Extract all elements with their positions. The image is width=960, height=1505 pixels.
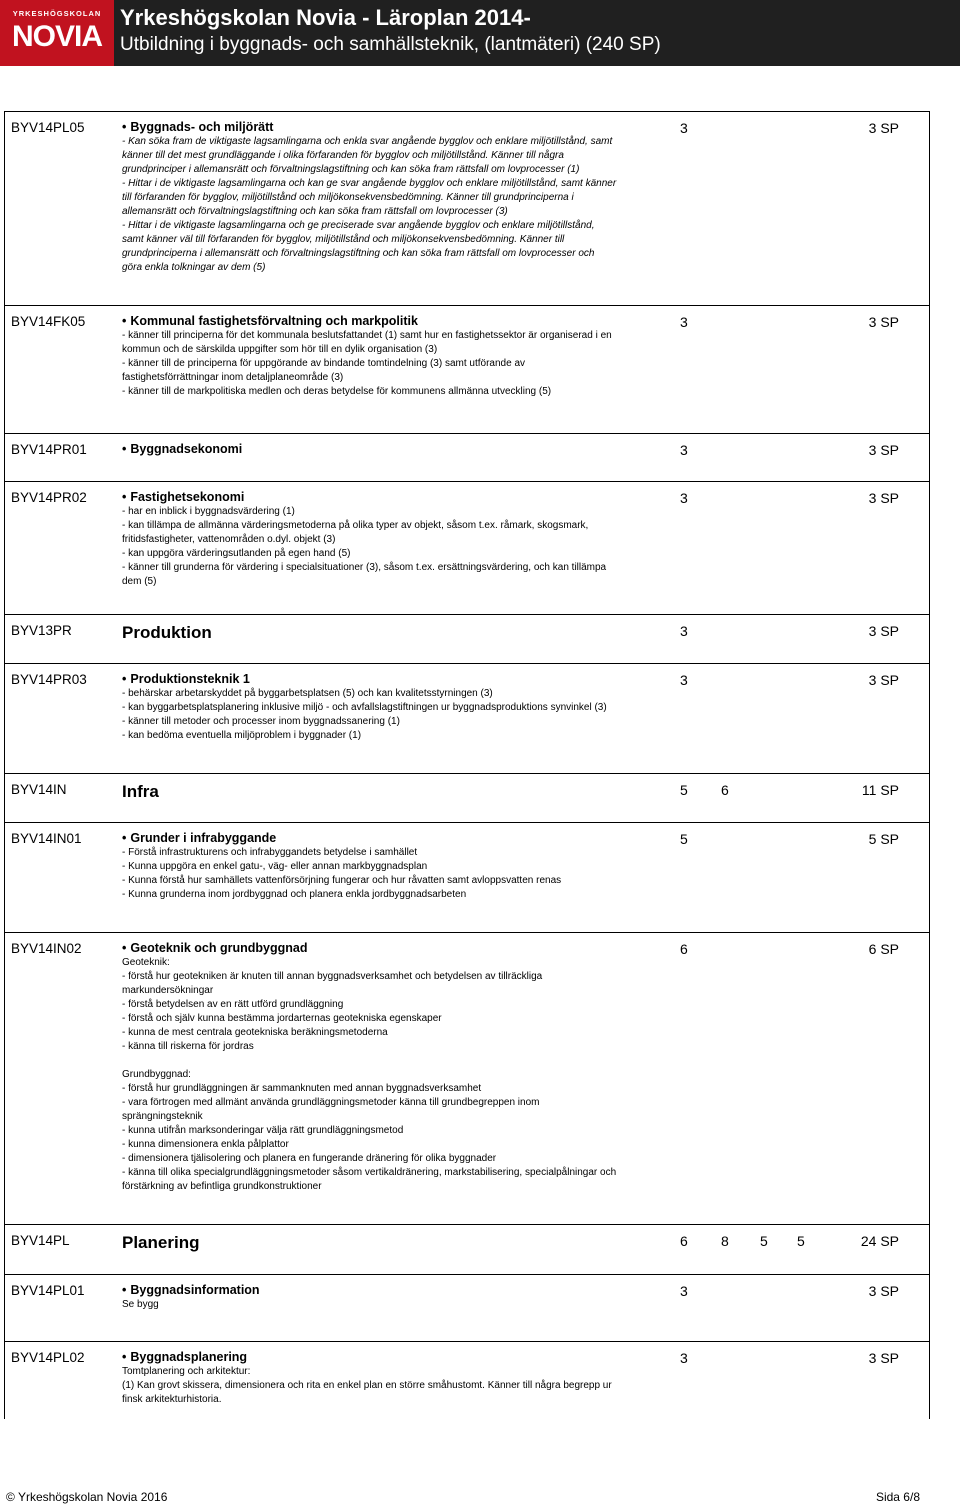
period-credit: 5 xyxy=(680,782,688,798)
table-row xyxy=(5,1225,929,1275)
course-title: Byggnadsplanering xyxy=(130,1350,248,1364)
novia-logo xyxy=(0,0,114,66)
course-content xyxy=(122,442,678,456)
course-description: - känner till principerna för det kommunala beslutsfattandet (1) samt hur en fastighetssektor är organiserad i en kommun och de särskilda uppgifter som hör till en dylik organisation (3) - känner till de principerna för uppgörande av bindande tomtindelning (3) samt utförande av fastighetsförrättningar inom detaljplaneområde (3) - känner till de markpolitiska medlen och deras betydelse för kommunens allmänna utveckling (5) xyxy=(122,330,612,397)
course-title-line xyxy=(122,941,678,955)
table-row xyxy=(5,615,929,664)
bullet-icon: • xyxy=(122,1350,127,1364)
course-content xyxy=(122,1283,678,1312)
course-title: Infra xyxy=(122,782,159,801)
course-content xyxy=(122,1350,678,1407)
course-title-line xyxy=(122,831,678,845)
bullet-icon: • xyxy=(122,831,127,845)
table-row xyxy=(5,434,929,482)
course-code: BYV14PR03 xyxy=(11,672,87,687)
course-title: Byggnads- och miljörätt xyxy=(130,120,274,134)
logo-small-text: YRKESHÖGSKOLAN xyxy=(12,9,102,18)
course-content xyxy=(122,623,678,643)
period-credit: 3 xyxy=(680,672,688,688)
course-title: Produktion xyxy=(122,623,212,642)
footer-copyright: © Yrkeshögskolan Novia 2016 xyxy=(6,1490,168,1504)
bullet-icon: • xyxy=(122,672,127,686)
bullet-icon: • xyxy=(122,120,127,134)
total-credits: 3 SP xyxy=(868,490,899,506)
course-content xyxy=(122,490,678,589)
course-code: BYV14PL05 xyxy=(11,120,85,135)
total-credits: 3 SP xyxy=(868,1350,899,1366)
page-subtitle: Utbildning i byggnads- och samhällsteknik, (lantmäteri) (240 SP) xyxy=(120,34,661,55)
course-content xyxy=(122,782,678,802)
period-credit: 6 xyxy=(680,1233,688,1249)
period-credit: 3 xyxy=(680,623,688,639)
table-row xyxy=(5,933,929,1225)
course-description: Tomtplanering och arkitektur: (1) Kan grovt skissera, dimensionera och rita en enkel plan en större småhustomt. Känner till några begrepp ur finsk arkitekturhistoria. xyxy=(122,1366,612,1405)
course-title: Kommunal fastighetsförvaltning och markpolitik xyxy=(130,314,418,328)
course-content xyxy=(122,314,678,399)
total-credits: 3 SP xyxy=(868,672,899,688)
course-description: - behärskar arbetarskyddet på byggarbetsplatsen (5) och kan kvalitetsstyrningen (3) - kan byggarbetsplatsplanering inklusive miljö - och avfallslagstiftningen ur byggnadsproduktions synvinkel (3) - känner till metoder och processer inom byggnadssanering (1) - kan bedöma eventuella miljöproblem i byggnader (1) xyxy=(122,688,607,741)
course-title: Planering xyxy=(122,1233,200,1252)
bullet-icon: • xyxy=(122,442,127,456)
page-title: Yrkeshögskolan Novia - Läroplan 2014- xyxy=(120,5,531,30)
course-title-line xyxy=(122,672,678,686)
period-credit: 6 xyxy=(680,941,688,957)
total-credits: 5 SP xyxy=(868,831,899,847)
page-header xyxy=(0,0,960,66)
course-code: BYV14FK05 xyxy=(11,314,86,329)
curriculum-table xyxy=(4,111,930,1419)
period-credit: 3 xyxy=(680,490,688,506)
course-code: BYV14PL01 xyxy=(11,1283,85,1298)
course-title-line xyxy=(122,1283,678,1297)
course-content xyxy=(122,672,678,743)
period-credit: 3 xyxy=(680,1283,688,1299)
course-content xyxy=(122,1233,678,1253)
table-row xyxy=(5,1275,929,1342)
course-description: - har en inblick i byggnadsvärdering (1) - kan tillämpa de allmänna värderingsmetoderna på olika typer av objekt, såsom t.ex. råmark, skogsmark, fritidsfastigheter, vattenområden o.dyl. objekt (3) - kan uppgöra värderingsutlanden på egen hand (5) - känner till grunderna för värdering i specialsituationer (3), såsom t.ex. ersättningsvärdering, och kan tillämpa dem (5) xyxy=(122,506,607,587)
course-content xyxy=(122,120,678,275)
course-code: BYV14IN xyxy=(11,782,67,797)
course-code: BYV14PL02 xyxy=(11,1350,85,1365)
total-credits: 3 SP xyxy=(868,120,899,136)
bullet-icon: • xyxy=(122,1283,127,1297)
course-title: Byggnadsekonomi xyxy=(130,442,243,456)
table-row xyxy=(5,482,929,615)
bullet-icon: • xyxy=(122,314,127,328)
course-code: BYV14IN01 xyxy=(11,831,82,846)
course-code: BYV14PR01 xyxy=(11,442,87,457)
total-credits: 3 SP xyxy=(868,623,899,639)
course-title-line xyxy=(122,120,678,134)
table-row xyxy=(5,1342,929,1418)
period-credit: 8 xyxy=(721,1233,729,1249)
course-title: Byggnadsinformation xyxy=(130,1283,260,1297)
bullet-icon: • xyxy=(122,490,127,504)
course-description: - Kan söka fram de viktigaste lagsamlingarna och enkla svar angående bygglov och enklare miljötillstånd, samt känner till det mest grundläggande i olika förfaranden för bygglov och miljötillstånd. Känner till några grundprinciper i allemansrätt och förvaltningslagstiftning och kan söka fram rättsfall om lovprocesser (1) - Hittar i de viktigaste lagsamlingarna och kan ge svar angående bygglov och enklare miljötillstånd, samt känner till förfaranden för bygglov, miljötillstånd och miljökonsekvensbedömning. Känner till grundprinciperna i allemansrätt och förvaltningslagstiftning och kan söka fram rättsfall om lovprocesser (3) - Hittar i de viktigaste lagsamlingarna och ge preciserade svar angående bygglov och enklare miljötillstånd, samt känner väl till förfaranden för bygglov, miljötillstånd och miljökonsekvensbedömning. Känner till grundprinciperna i allemansrätt och förvaltningslagstiftning och kan söka fram rättsfall om lovprocesser och göra enkla tolkningar av dem (5) xyxy=(122,136,617,273)
course-description: - Förstå infrastrukturens och infrabyggandets betydelse i samhället - Kunna uppgöra en enkel gatu-, väg- eller annan markbyggnadsplan - Kunna förstå hur samhällets vattenförsörjning fungerar och hur råvatten samt avloppsvatten renas - Kunna grunderna inom jordbyggnad och planera enkla jordbyggnadsarbeten xyxy=(122,847,562,900)
course-content xyxy=(122,941,678,1194)
period-credit: 5 xyxy=(760,1233,768,1249)
course-content xyxy=(122,831,678,902)
table-row xyxy=(5,664,929,774)
total-credits: 3 SP xyxy=(868,314,899,330)
period-credit: 5 xyxy=(680,831,688,847)
table-row xyxy=(5,112,929,306)
course-description: Se bygg xyxy=(122,1299,159,1310)
course-title: Geoteknik och grundbyggnad xyxy=(130,941,308,955)
total-credits: 24 SP xyxy=(860,1233,899,1249)
total-credits: 3 SP xyxy=(868,1283,899,1299)
bullet-icon: • xyxy=(122,941,127,955)
period-credit: 5 xyxy=(797,1233,805,1249)
course-title-line xyxy=(122,314,678,328)
course-description: Geoteknik: - förstå hur geotekniken är knuten till annan byggnadsverksamhet och betydelsen av tillräckliga markundersökningar - förstå betydelsen av en rätt utförd grundläggning - förstå och själv kunna bestämma jordarternas geotekniska egenskaper - kunna de mest centrala geotekniska beräkningsmetoderna - känna till riskerna för jordras Grundbyggnad: - förstå hur grundläggningen är sammanknuten med annan byggnadsverksamhet - vara förtrogen med allmänt använda grundläggningsmetoder känna till grundbegreppen inom sprängningsteknik - kunna utifrån marksonderingar välja rätt grundläggningsmetod - kunna dimensionera enkla pålplattor - dimensionera tjälisolering och planera en fungerande dränering för olika byggnader - känna till olika specialgrundläggningsmetoder såsom vertikaldränering, markstabilisering, specialpålningar och förstärkning av befintliga grundkonstruktioner xyxy=(122,957,617,1192)
total-credits: 3 SP xyxy=(868,442,899,458)
course-title: Fastighetsekonomi xyxy=(130,490,245,504)
course-title-line xyxy=(122,490,678,504)
period-credit: 3 xyxy=(680,314,688,330)
course-title-line xyxy=(122,1350,678,1364)
period-credit: 3 xyxy=(680,1350,688,1366)
logo-big-text: NOVIA xyxy=(11,20,102,53)
course-title-line xyxy=(122,442,678,456)
table-row xyxy=(5,774,929,823)
course-code: BYV13PR xyxy=(11,623,72,638)
table-row xyxy=(5,823,929,933)
course-title-line xyxy=(122,1233,678,1253)
course-title: Produktionsteknik 1 xyxy=(130,672,250,686)
period-credit: 6 xyxy=(721,782,729,798)
course-code: BYV14PR02 xyxy=(11,490,87,505)
course-title-line xyxy=(122,782,678,802)
course-code: BYV14IN02 xyxy=(11,941,82,956)
table-row xyxy=(5,306,929,434)
period-credit: 3 xyxy=(680,442,688,458)
period-credit: 3 xyxy=(680,120,688,136)
total-credits: 6 SP xyxy=(868,941,899,957)
footer-page-number: Sida 6/8 xyxy=(875,1490,920,1504)
course-title-line xyxy=(122,623,678,643)
total-credits: 11 SP xyxy=(861,782,899,798)
course-code: BYV14PL xyxy=(11,1233,70,1248)
course-title: Grunder i infrabyggande xyxy=(130,831,277,845)
